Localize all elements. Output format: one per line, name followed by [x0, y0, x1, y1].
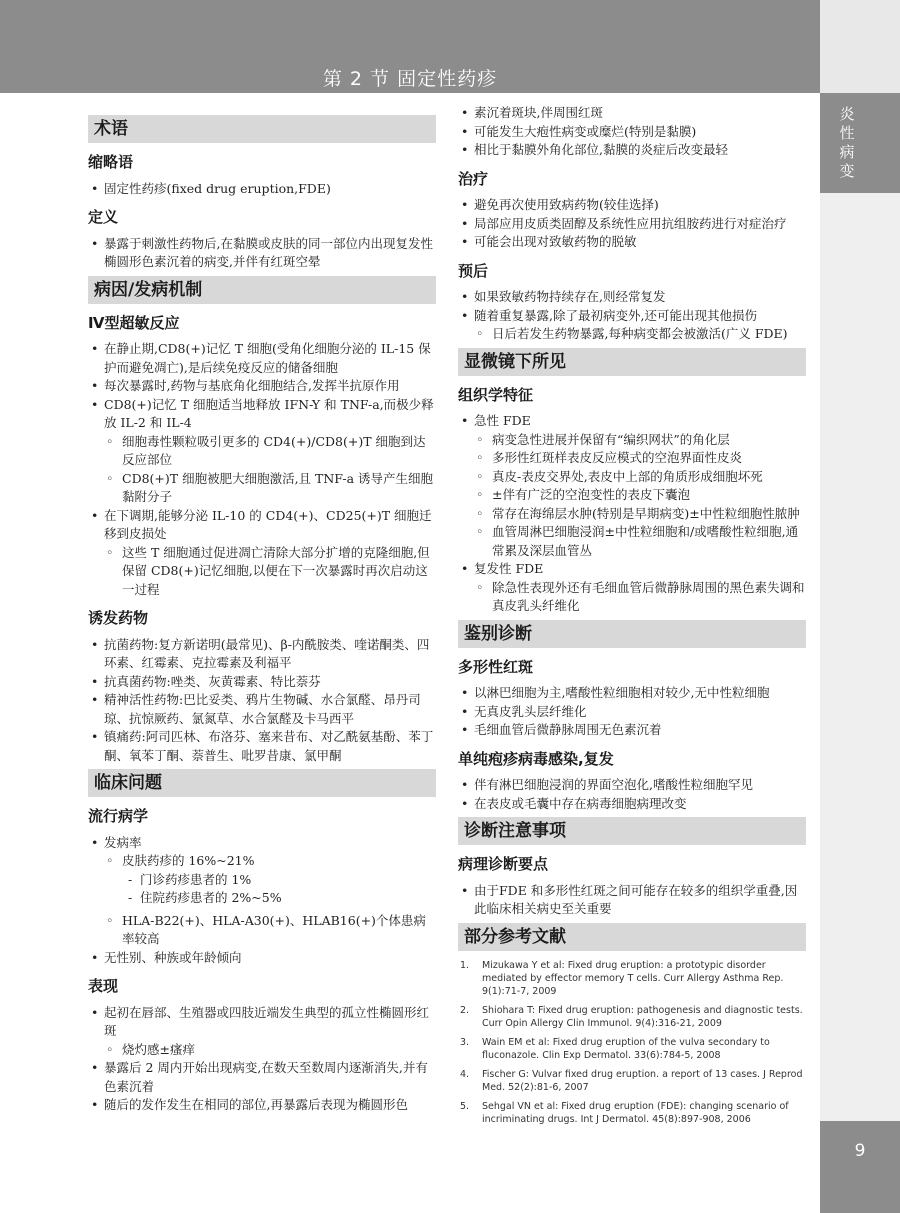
- subheading-histology: 组织学特征: [458, 385, 534, 404]
- list-item: • 固定性药疹(fixed drug eruption,FDE): [88, 180, 436, 199]
- list-item: • 无性别、种族或年龄倾向: [88, 949, 436, 968]
- list-item-text: CD8(+)记忆 T 细胞适当地释放 IFN-Y 和 TNF-a,而极少释放 IL-2 和 IL-4: [104, 396, 434, 430]
- list-subitem: ◦ 这些 T 细胞通过促进凋亡清除大部分扩增的克隆细胞,但保留 CD8(+)记忆细胞,以便在下一次暴露时再次启动这一过程: [104, 544, 436, 600]
- list-subitem: ◦ 血管周淋巴细胞浸润±中性粒细胞和/或嗜酸性粒细胞,通常累及深层血管丛: [474, 523, 806, 560]
- section-heading-etiology: 病因/发病机制: [88, 276, 436, 304]
- section-heading-clinical: 临床问题: [88, 769, 436, 797]
- list-subitem: ◦ HLA-B22(+)、HLA-A30(+)、HLAB16(+)个体患病率较高: [104, 912, 436, 949]
- list-item: • 如果致敏药物持续存在,则经常复发: [458, 288, 806, 307]
- list-item: • 以淋巴细胞为主,嗜酸性粒细胞相对较少,无中性粒细胞: [458, 684, 806, 703]
- list-item-text: 随着重复暴露,除了最初病变外,还可能出现其他损伤: [474, 307, 757, 323]
- list-item: • 毛细血管后微静脉周围无色素沉着: [458, 721, 806, 740]
- list-item: • 在表皮或毛囊中存在病毒细胞病理改变: [458, 795, 806, 814]
- list-subitem: ◦ ±伴有广泛的空泡变性的表皮下囊泡: [474, 486, 806, 505]
- list-item-text: 发病率: [104, 834, 142, 850]
- list-item: • 伴有淋巴细胞浸润的界面空泡化,嗜酸性粒细胞罕见: [458, 776, 806, 795]
- list-item: • 每次暴露时,药物与基底角化细胞结合,发挥半抗原作用: [88, 377, 436, 396]
- list-item: • 相比于黏膜外角化部位,黏膜的炎症后改变最轻: [458, 141, 806, 160]
- list-item: • 可能发生大疱性病变或糜烂(特别是黏膜): [458, 123, 806, 142]
- section-heading-differential: 鉴别诊断: [458, 620, 806, 648]
- list-item: [88, 396, 436, 507]
- subheading-pathology-keys: 病理诊断要点: [458, 855, 549, 873]
- chapter-tab-char: 性: [839, 124, 855, 142]
- reference-item: 1. Mizukawa Y et al: Fixed drug eruption: a prototypic disorder mediated by effector memory T cells. Curr Allergy Asthma Rep. 9(1):71-7, 2009: [460, 959, 784, 997]
- list-subitem: ◦ 细胞毒性颗粒吸引更多的 CD4(+)/CD8(+)T 细胞到达反应部位: [104, 433, 436, 470]
- subheading-definition: 定义: [88, 208, 119, 226]
- chapter-tab[interactable]: [820, 93, 900, 193]
- subheading-abbr: 缩略语: [88, 153, 134, 171]
- list-item: [88, 834, 436, 949]
- list-item: • 暴露于刺激性药物后,在黏膜或皮肤的同一部位内出现复发性椭圆形色素沉着的病变,并伴有红斑空晕: [88, 235, 436, 272]
- list-item: • 无真皮乳头层纤维化: [458, 703, 806, 722]
- sidebar: [820, 93, 900, 1213]
- list-item-text: 起初在唇部、生殖器或四肢近端发生典型的孤立性椭圆形红斑: [104, 1004, 430, 1038]
- subheading-epidemiology: 流行病学: [88, 807, 149, 825]
- subheading-hypersensitivity: Ⅳ型超敏反应: [88, 313, 180, 332]
- list-item: • 在静止期,CD8(+)记忆 T 细胞(受角化细胞分泌的 IL-15 保护而避免凋亡),是后续免疫反应的储备细胞: [88, 340, 436, 377]
- list-item: • 避免再次使用致病药物(较佳选择): [458, 196, 806, 215]
- reference-item: 2. Shiohara T: Fixed drug eruption: pathogenesis and diagnostic tests. Curr Opin Allergy Clin Immunol. 9(4):316-21, 2009: [460, 1004, 803, 1029]
- list-item: • 镇痛药:阿司匹林、布洛芬、塞来昔布、对乙酰氨基酚、苯丁酮、氧苯丁酮、萘普生、吡罗昔康、氯甲酮: [88, 728, 436, 765]
- left-column: [88, 115, 436, 1119]
- list-item: [458, 412, 806, 560]
- list-item: • 可能会出现对致敏药物的脱敏: [458, 233, 806, 252]
- subheading-hsv: 单纯疱疹病毒感染,复发: [458, 749, 614, 768]
- list-subitem: ◦ 病变急性进展并保留有“编织网状”的角化层: [474, 431, 806, 450]
- reference-item: 3. Wain EM et al: Fixed drug eruption of the vulva secondary to fluconazole. Clin Exp Dermatol. 33(6):784-5, 2008: [460, 1036, 770, 1061]
- list-subitem: ◦ 烧灼感±瘙痒: [104, 1041, 436, 1060]
- subheading-erythema-multiforme: 多形性红斑: [458, 657, 534, 676]
- reference-item: 4. Fischer G: Vulvar fixed drug eruption. a report of 13 cases. J Reprod Med. 52(2):81-6, 2007: [460, 1068, 803, 1093]
- subheading-drugs: 诱发药物: [88, 609, 149, 627]
- subheading-prognosis: 预后: [458, 261, 489, 280]
- list-item: • 由于FDE 和多形性红斑之间可能存在较多的组织学重叠,因此临床相关病史至关重要: [458, 882, 806, 919]
- list-item: • 暴露后 2 周内开始出现病变,在数天至数周内逐渐消失,并有色素沉着: [88, 1059, 436, 1096]
- subheading-treatment: 治疗: [458, 169, 489, 188]
- list-item: • 抗菌药物:复方新诺明(最常见)、β-内酰胺类、喹诺酮类、四环素、红霉素、克拉霉素及利福平: [88, 636, 436, 673]
- list-item-text: 复发性 FDE: [474, 561, 544, 576]
- list-subitem: ◦ 常存在海绵层水肿(特别是早期病变)±中性粒细胞性脓肿: [474, 505, 806, 524]
- continued-text: • 素沉着斑块,伴周围红斑: [458, 104, 806, 123]
- list-item-text: 急性 FDE: [474, 413, 531, 428]
- list-item: • 精神活性药物:巴比妥类、鸦片生物碱、水合氯醛、昂丹司琼、抗惊厥药、氯氮草、水合氯醛及卡马西平: [88, 691, 436, 728]
- chapter-tab-char: 变: [839, 162, 855, 180]
- right-column: [458, 104, 806, 1132]
- list-subsubitem: - 门诊药疹患者的 1%: [122, 871, 436, 890]
- section-heading-diagnostic-notes: 诊断注意事项: [458, 817, 806, 845]
- subheading-presentation: 表现: [88, 977, 119, 995]
- list-item: • 局部应用皮质类固醇及系统性应用抗组胺药进行对症治疗: [458, 215, 806, 234]
- list-item: [88, 1004, 436, 1060]
- list-item: [458, 560, 806, 616]
- list-item: • 随后的发作发生在相同的部位,再暴露后表现为椭圆形色: [88, 1096, 436, 1115]
- list-subitem: [104, 852, 436, 908]
- corner-block: [820, 0, 900, 93]
- list-subitem-text: 皮肤药疹的 16%~21%: [122, 853, 255, 868]
- reference-item: 5. Sehgal VN et al: Fixed drug eruption (FDE): changing scenario of incriminating drugs. Int J Dermatol. 45(8):897-908, 2006: [460, 1100, 789, 1125]
- section-heading-terms: 术语: [88, 115, 436, 143]
- section-title: 第 2 节 固定性药疹: [322, 68, 498, 90]
- list-subitem: ◦ 多形性红斑样表皮反应模式的空泡界面性皮炎: [474, 449, 806, 468]
- chapter-tab-char: 炎: [839, 105, 855, 123]
- list-subsubitem: - 住院药疹患者的 2%~5%: [122, 889, 436, 908]
- list-subitem: ◦ 日后若发生药物暴露,每种病变都会被激活(广义 FDE): [474, 325, 806, 344]
- list-item: [88, 507, 436, 600]
- list-subitem: ◦ 除急性表现外还有毛细血管后微静脉周围的黑色素失调和真皮乳头纤维化: [474, 579, 806, 616]
- list-subitem: ◦ 真皮-表皮交界处,表皮中上部的角质形成细胞坏死: [474, 468, 806, 487]
- header-bar: [0, 0, 820, 93]
- list-item-text: 在下调期,能够分泌 IL-10 的 CD4(+)、CD25(+)T 细胞迁移到皮损处: [104, 507, 432, 541]
- list-subitem: ◦ CD8(+)T 细胞被肥大细胞激活,且 TNF-a 诱导产生细胞黏附分子: [104, 470, 436, 507]
- chapter-tab-char: 病: [839, 143, 855, 161]
- section-heading-microscopic: 显微镜下所见: [458, 348, 806, 376]
- page-number: 9: [820, 1121, 900, 1213]
- list-item: • 抗真菌药物:唑类、灰黄霉素、特比萘芬: [88, 673, 436, 692]
- list-item: [458, 307, 806, 344]
- section-heading-references: 部分参考文献: [458, 923, 806, 951]
